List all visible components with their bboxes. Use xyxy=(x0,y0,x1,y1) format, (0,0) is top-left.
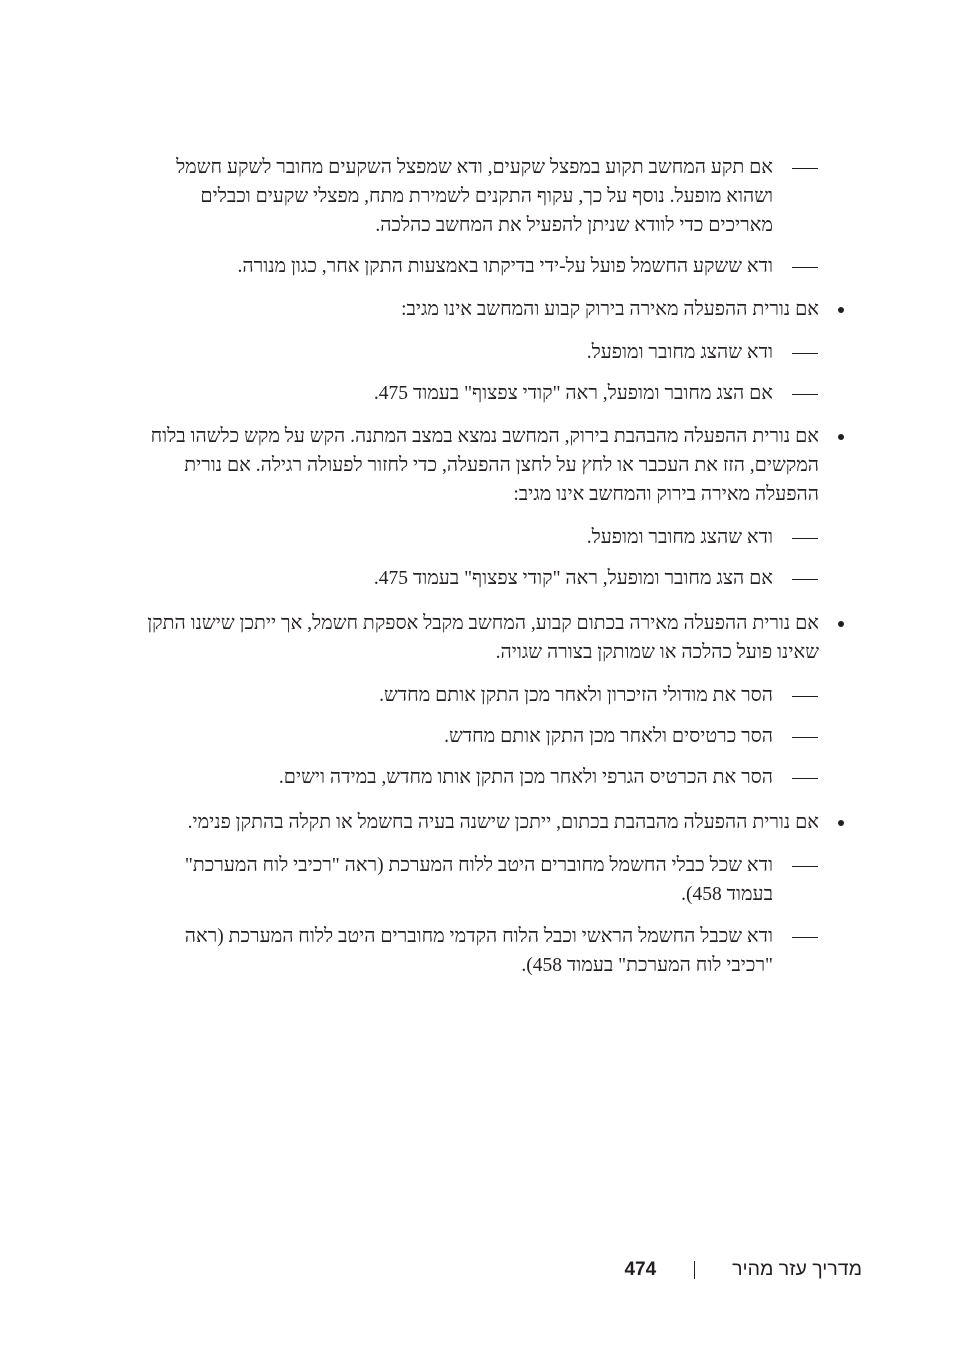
bullet-marker xyxy=(837,422,845,451)
dash-marker xyxy=(792,851,818,880)
list-item-text: אם הצג מחובר ומופעל, ראה "קודי צפצוף" בעמוד 475. xyxy=(373,568,773,589)
bullet-marker xyxy=(837,295,845,324)
list-item-bullet-2 xyxy=(143,422,845,509)
list-item-bullet-3 xyxy=(143,609,845,667)
bullet-marker xyxy=(837,609,845,638)
list-item-text: הסר כרטיסים ולאחר מכן התקן אותם מחדש. xyxy=(444,726,773,747)
list-item-text: אם נורית ההפעלה מהבהבת בכתום, ייתכן שישנה בעיה בחשמל או תקלה בהתקן פנימי. xyxy=(187,812,819,833)
list-item-text: אם נורית ההפעלה מהבהבת בירוק, המחשב נמצא במצב המתנה. הקש על מקש כלשהו בלוח המקשים, הזז את העכבר או לחץ על לחצן ההפעלה, כדי לחזור לפעולה רגילה. אם נורית ההפעלה מאירה בירוק והמחשב אינו מגיב: xyxy=(150,426,819,505)
list-item-dash-6 xyxy=(143,564,818,593)
dash-marker xyxy=(792,252,818,281)
footer-title: מדריך עזר מהיר xyxy=(732,1258,862,1280)
list-item-dash-1 xyxy=(143,153,818,240)
page-footer xyxy=(624,1258,862,1281)
page-number: 474 xyxy=(624,1258,657,1280)
list-item-text: אם נורית ההפעלה מאירה בירוק קבוע והמחשב אינו מגיב: xyxy=(401,299,819,320)
dash-marker xyxy=(792,338,818,367)
page-body xyxy=(143,153,818,980)
list-item-text: אם הצג מחובר ומופעל, ראה "קודי צפצוף" בעמוד 475. xyxy=(373,383,773,404)
list-item-dash-9 xyxy=(143,763,818,792)
dash-marker xyxy=(792,922,818,951)
list-item-text: ודא שכבל החשמל הראשי וכבל הלוח הקדמי מחוברים היטב ללוח המערכת (ראה "רכיבי לוח המערכת" בעמוד 458). xyxy=(184,926,773,976)
dash-marker xyxy=(792,763,818,792)
dash-marker xyxy=(792,564,818,593)
list-item-dash-5 xyxy=(143,523,818,552)
list-item-dash-8 xyxy=(143,722,818,751)
list-item-text: אם נורית ההפעלה מאירה בכתום קבוע, המחשב מקבל אספקת חשמל, אך ייתכן שישנו התקן שאינו פועל כהלכה או שמותקן בצורה שגויה. xyxy=(147,613,819,663)
dash-marker xyxy=(792,722,818,751)
list-item-text: הסר את מודולי הזיכרון ולאחר מכן התקן אותם מחדש. xyxy=(379,685,773,706)
footer-separator xyxy=(694,1261,695,1279)
dash-marker xyxy=(792,681,818,710)
list-item-bullet-4 xyxy=(143,808,845,837)
list-item-dash-11 xyxy=(143,922,818,980)
list-item-dash-10 xyxy=(143,851,818,909)
list-item-dash-4 xyxy=(143,379,818,408)
list-item-text: ודא ששקע החשמל פועל על-ידי בדיקתו באמצעות התקן אחר, כגון מנורה. xyxy=(237,256,773,277)
list-item-text: ודא שהצג מחובר ומופעל. xyxy=(586,342,773,363)
dash-marker xyxy=(792,523,818,552)
bullet-marker xyxy=(837,808,845,837)
list-item-text: אם תקע המחשב תקוע במפצל שקעים, ודא שמפצל השקעים מחובר לשקע חשמל ושהוא מופעל. נוסף על כך, עקוף התקנים לשמירת מתח, מפצלי שקעים וכבלים מאריכים כדי לוודא שניתן להפעיל את המחשב כהלכה. xyxy=(176,157,773,236)
list-item-bullet-1 xyxy=(143,295,845,324)
list-item-text: הסר את הכרטיס הגרפי ולאחר מכן התקן אותו מחדש, במידה וישים. xyxy=(278,767,773,788)
list-item-dash-7 xyxy=(143,681,818,710)
list-item-text: ודא שכל כבלי החשמל מחוברים היטב ללוח המערכת (ראה "רכיבי לוח המערכת" בעמוד 458). xyxy=(184,855,773,905)
list-item-text: ודא שהצג מחובר ומופעל. xyxy=(586,527,773,548)
dash-marker xyxy=(792,379,818,408)
list-item-dash-2 xyxy=(143,252,818,281)
dash-marker xyxy=(792,153,818,182)
list-item-dash-3 xyxy=(143,338,818,367)
